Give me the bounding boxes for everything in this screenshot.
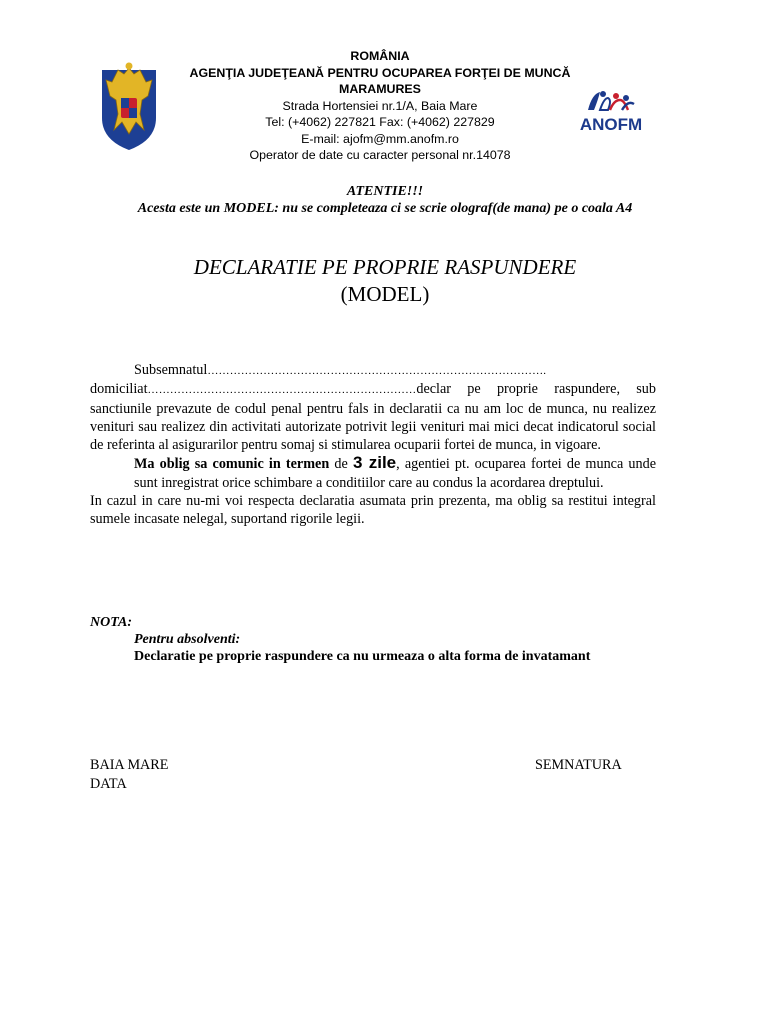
warning-title: ATENTIE!!!: [346, 184, 424, 199]
declaration-body: [90, 361, 656, 529]
footer-left: [90, 756, 168, 793]
data-operator: Operator de date cu caracter personal nr.14078: [249, 148, 511, 162]
declaration-paragraph-3: In cazul in care nu-mi voi respecta declaratia asumata prin prezenta, ma oblig sa restitui integral sumele incasate nelegal, suportand rigorile legii.: [90, 493, 656, 528]
name-blank: ……………………………………………………………………………….: [207, 365, 547, 377]
title-line-2: (MODEL): [340, 282, 430, 306]
oblig-bold-text: Ma oblig sa comunic in termen: [134, 456, 330, 473]
letterhead: [150, 48, 610, 164]
title-line-1: DECLARATIE PE PROPRIE RASPUNDERE: [193, 255, 577, 279]
nota-section: [90, 614, 590, 665]
place-label: BAIA MARE: [90, 757, 169, 773]
anofm-logo-icon: [568, 86, 654, 134]
country-name: ROMÂNIA: [350, 49, 410, 63]
address-blank: ………………………………………………………………: [147, 384, 417, 397]
county-name: MARAMURES: [339, 82, 421, 96]
agency-name: AGENŢIA JUDEŢEANĂ PENTRU OCUPAREA FORŢEI DE MUNCĂ: [189, 65, 571, 80]
agency-email: E-mail: ajofm@mm.anofm.ro: [301, 131, 459, 146]
agency-address: Strada Hortensiei nr.1/A, Baia Mare: [282, 98, 478, 113]
three-days-text: 3 zile: [352, 453, 397, 473]
declar-label: declar: [416, 381, 451, 398]
declaration-paragraph-2: [90, 454, 656, 492]
document-title: [80, 254, 690, 308]
nota-sub-label: Pentru absolventi:: [134, 632, 241, 647]
declaration-paragraph-1: [90, 380, 656, 454]
paragraph-1-text: pe proprie raspundere, sub sanctiunile prevazute de codul penal pentru fals in declaratii ca nu am loc de munca, nu realizez venituri sau realizez din activitati autorizate potrivit legii venituri mai mici decat indicatorul social de referinta al asigurarilor pentru somaj si stimularea ocuparii fortei de munca, in vigoare.: [90, 381, 656, 454]
nota-text: Declaratie pe proprie raspundere ca nu urmeaza o alta forma de invatamant: [134, 649, 591, 664]
paragraph-2-text: , agentiei pt. ocuparea fortei de munca unde sunt inregistrat orice schimbare a conditiilor care au condus la acordarea dreptului.: [134, 456, 656, 491]
subsemnatul-label: Subsemnatul: [134, 362, 208, 378]
domiciliat-label: domiciliat: [90, 381, 148, 398]
de-text: de: [329, 456, 353, 473]
declaration-line-subsemnatul: [90, 361, 656, 380]
warning-text: Acesta este un MODEL: nu se completeaza ci se scrie olograf(de mana) pe o coala A4: [137, 201, 633, 216]
date-label: DATA: [90, 775, 127, 792]
model-warning: [80, 183, 690, 217]
anofm-logo-text: ANOFM: [579, 115, 643, 134]
nota-label: NOTA:: [90, 615, 132, 630]
agency-phone: Tel: (+4062) 227821 Fax: (+4062) 227829: [265, 115, 495, 129]
signature-label: SEMNATURA: [535, 757, 622, 773]
